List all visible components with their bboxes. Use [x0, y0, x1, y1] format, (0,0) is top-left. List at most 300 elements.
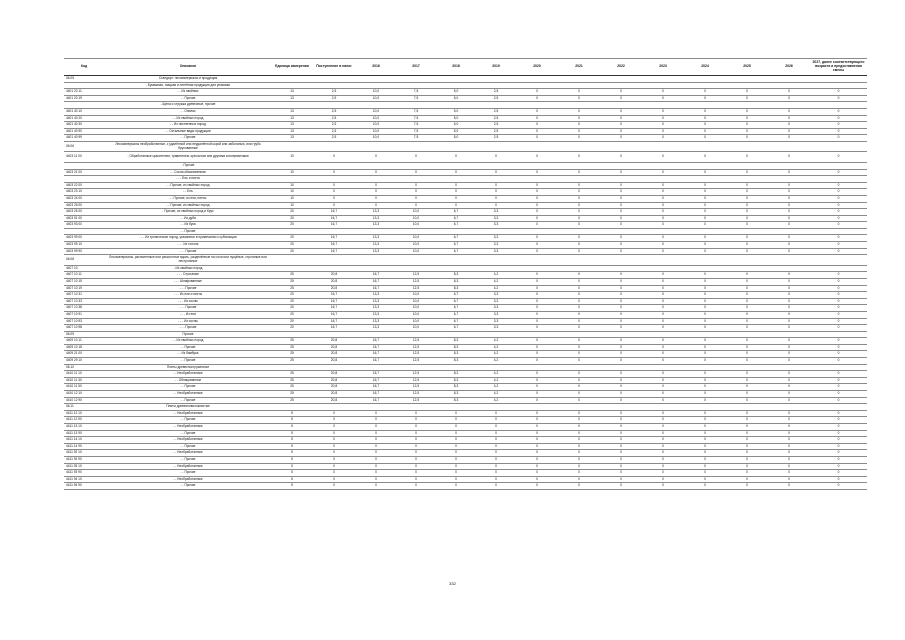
row-value: 2,5: [476, 122, 516, 129]
row-code: 4411 93 10: [64, 463, 104, 470]
row-value: 4,2: [476, 351, 516, 358]
row-code: 4411 92 90: [64, 456, 104, 463]
row-value: 0: [516, 195, 558, 202]
row-value: [312, 364, 356, 371]
row-value: 0: [396, 463, 436, 470]
row-value: 0: [726, 209, 768, 216]
row-value: 5: [272, 483, 312, 490]
row-value: 0: [768, 384, 810, 391]
row-value: 0: [516, 115, 558, 122]
row-value: [810, 364, 867, 371]
row-value: 0: [600, 430, 642, 437]
row-value: 0: [684, 95, 726, 102]
row-value: 0: [558, 202, 600, 209]
row-code: 4401 40 10: [64, 108, 104, 115]
row-value: 0: [726, 242, 768, 249]
row-description: - - Сосна обыкновенная: [104, 169, 272, 176]
row-value: 20,8: [312, 344, 356, 351]
table-row: [64, 202, 867, 209]
row-value: 10: [272, 169, 312, 176]
row-description: - - - Прочие: [104, 305, 272, 312]
row-value: 0: [768, 430, 810, 437]
row-value: 0: [810, 278, 867, 285]
row-value: 0: [558, 305, 600, 312]
row-value: 0: [768, 95, 810, 102]
row-value: 0: [642, 391, 684, 398]
row-value: 0: [726, 351, 768, 358]
row-value: 0: [642, 115, 684, 122]
row-value: 0: [642, 430, 684, 437]
row-value: 0: [684, 235, 726, 242]
row-value: 4,2: [476, 278, 516, 285]
row-value: 0: [726, 417, 768, 424]
row-value: 2,5: [476, 108, 516, 115]
row-value: 0: [558, 456, 600, 463]
row-value: 0: [810, 285, 867, 292]
row-value: [810, 82, 867, 89]
row-value: [356, 141, 396, 152]
table-row: [64, 152, 867, 163]
row-code: 4411 93 90: [64, 470, 104, 477]
row-description: - - Прочие: [104, 483, 272, 490]
row-value: [396, 102, 436, 109]
row-value: 0: [516, 391, 558, 398]
row-value: [312, 141, 356, 152]
row-value: 0: [726, 215, 768, 222]
row-value: 0: [312, 195, 356, 202]
row-value: 0: [810, 235, 867, 242]
column-header: 2024: [684, 59, 726, 76]
row-value: [272, 76, 312, 83]
row-code: 4411 12 90: [64, 417, 104, 424]
row-value: 0: [476, 152, 516, 163]
row-value: 0: [356, 483, 396, 490]
row-value: 0: [476, 424, 516, 431]
row-value: 0: [810, 476, 867, 483]
row-value: [558, 176, 600, 183]
row-value: 0: [516, 417, 558, 424]
row-value: 0: [810, 371, 867, 378]
row-value: 0: [396, 430, 436, 437]
row-value: 16,7: [356, 377, 396, 384]
table-row: [64, 450, 867, 457]
row-value: 0: [684, 417, 726, 424]
row-value: 25: [272, 351, 312, 358]
row-value: 0: [356, 437, 396, 444]
row-value: 0: [810, 344, 867, 351]
row-value: [726, 82, 768, 89]
row-value: [516, 141, 558, 152]
row-value: 0: [642, 437, 684, 444]
row-value: 5: [272, 443, 312, 450]
row-value: 20,8: [312, 377, 356, 384]
row-value: 25: [272, 338, 312, 345]
row-description: - - - Ель и пихта: [104, 176, 272, 183]
row-value: 0: [684, 209, 726, 216]
table-row: [64, 311, 867, 318]
row-value: 0: [558, 318, 600, 325]
row-value: 20: [272, 292, 312, 299]
column-header: 2023: [642, 59, 684, 76]
row-value: 0: [642, 298, 684, 305]
row-value: 2,5: [476, 115, 516, 122]
row-value: 0: [768, 377, 810, 384]
row-value: 0: [810, 108, 867, 115]
row-value: 0: [642, 470, 684, 477]
row-value: [436, 162, 476, 169]
row-value: 0: [768, 305, 810, 312]
row-value: 0: [558, 298, 600, 305]
row-description: - - - Прочие: [104, 325, 272, 332]
row-description: - - - Из ели: [104, 311, 272, 318]
row-value: 10: [272, 202, 312, 209]
row-value: 0: [476, 202, 516, 209]
row-description: - Прочие: [104, 162, 272, 169]
row-value: [396, 176, 436, 183]
row-value: 3,3: [476, 222, 516, 229]
row-value: 16,7: [312, 305, 356, 312]
table-row: [64, 384, 867, 391]
row-value: 0: [810, 456, 867, 463]
row-value: [516, 176, 558, 183]
row-value: 0: [476, 182, 516, 189]
row-value: 0: [726, 182, 768, 189]
row-value: 0: [600, 463, 642, 470]
row-value: 0: [476, 483, 516, 490]
row-value: 13,3: [356, 292, 396, 299]
row-value: 0: [516, 476, 558, 483]
row-value: 0: [684, 351, 726, 358]
row-value: 0: [642, 377, 684, 384]
row-value: 0: [642, 397, 684, 404]
row-value: [356, 331, 396, 338]
row-value: 0: [726, 285, 768, 292]
row-value: 0: [558, 424, 600, 431]
row-value: 0: [436, 470, 476, 477]
row-value: 0: [600, 470, 642, 477]
row-value: 0: [476, 443, 516, 450]
row-value: 8,3: [436, 391, 476, 398]
row-value: 0: [642, 292, 684, 299]
row-code: 4410 11 30: [64, 377, 104, 384]
row-value: [642, 141, 684, 152]
row-value: 0: [516, 128, 558, 135]
column-header: Описание: [104, 59, 272, 76]
column-header: 2026: [768, 59, 810, 76]
row-value: 5,0: [436, 89, 476, 96]
row-value: [436, 255, 476, 266]
row-value: [476, 228, 516, 235]
row-value: 0: [558, 152, 600, 163]
table-row: [64, 272, 867, 279]
row-code: 06.11: [64, 404, 104, 411]
row-value: 0: [476, 410, 516, 417]
row-value: 0: [726, 248, 768, 255]
row-value: [356, 228, 396, 235]
row-value: [558, 331, 600, 338]
row-value: 13: [272, 95, 312, 102]
row-value: 3,3: [476, 305, 516, 312]
row-value: 0: [516, 470, 558, 477]
row-value: 5,0: [436, 95, 476, 102]
row-value: 0: [726, 344, 768, 351]
row-value: 0: [516, 242, 558, 249]
row-value: [396, 76, 436, 83]
row-value: 10,0: [396, 235, 436, 242]
row-value: 0: [726, 235, 768, 242]
row-value: 25: [272, 285, 312, 292]
table-row: [64, 476, 867, 483]
row-value: [436, 404, 476, 411]
row-value: 0: [810, 325, 867, 332]
row-value: [396, 331, 436, 338]
row-value: [768, 102, 810, 109]
row-value: [600, 255, 642, 266]
row-description: - - Прочие: [104, 397, 272, 404]
tariff-table: [64, 58, 867, 490]
row-description: - - Необработанные: [104, 450, 272, 457]
row-description: - - Необработанные: [104, 410, 272, 417]
row-value: 0: [642, 189, 684, 196]
row-value: [558, 162, 600, 169]
row-value: 0: [476, 450, 516, 457]
row-value: [726, 404, 768, 411]
row-value: 3,3: [476, 311, 516, 318]
row-value: 0: [312, 182, 356, 189]
row-value: 10,0: [356, 115, 396, 122]
row-value: 10,0: [396, 318, 436, 325]
row-value: [600, 364, 642, 371]
row-value: 0: [726, 272, 768, 279]
row-value: 0: [810, 272, 867, 279]
row-value: 5: [272, 470, 312, 477]
row-value: [726, 102, 768, 109]
row-value: 0: [356, 424, 396, 431]
row-value: [356, 265, 396, 272]
table-row: [64, 404, 867, 411]
row-value: 0: [312, 443, 356, 450]
row-value: [516, 76, 558, 83]
row-value: 0: [600, 298, 642, 305]
row-value: [684, 364, 726, 371]
row-value: 0: [726, 377, 768, 384]
row-value: 6,7: [436, 242, 476, 249]
row-description: Лесоматериалы необработанные, с удалённой или неудалённой корой или заболонью, или грубо брусованные: [104, 141, 272, 152]
row-value: 0: [436, 417, 476, 424]
row-value: 0: [600, 397, 642, 404]
row-value: 0: [768, 318, 810, 325]
row-value: [768, 76, 810, 83]
row-value: 0: [768, 135, 810, 142]
row-value: 0: [396, 417, 436, 424]
row-value: [684, 76, 726, 83]
row-code: 4403 21 00: [64, 169, 104, 176]
row-description: - - Прочие: [104, 95, 272, 102]
row-value: 0: [642, 463, 684, 470]
row-value: 0: [726, 108, 768, 115]
row-value: 13: [272, 89, 312, 96]
row-value: 0: [600, 305, 642, 312]
row-value: [684, 265, 726, 272]
row-description: - - Прочие, из ели, пихты: [104, 195, 272, 202]
row-code: 4403 23 10: [64, 189, 104, 196]
row-value: 0: [558, 248, 600, 255]
row-value: [436, 82, 476, 89]
row-value: [558, 404, 600, 411]
row-value: [272, 331, 312, 338]
row-value: 20: [272, 215, 312, 222]
row-value: 25: [272, 358, 312, 365]
row-value: 0: [396, 424, 436, 431]
row-value: 2,5: [312, 108, 356, 115]
row-value: [356, 76, 396, 83]
row-value: 0: [558, 235, 600, 242]
row-value: 0: [726, 483, 768, 490]
column-header: 2022: [600, 59, 642, 76]
row-value: 0: [726, 89, 768, 96]
row-value: [600, 102, 642, 109]
row-value: 0: [356, 417, 396, 424]
row-value: [356, 364, 396, 371]
column-header: Код: [64, 59, 104, 76]
row-value: 0: [810, 292, 867, 299]
row-value: 0: [642, 248, 684, 255]
row-value: 0: [356, 182, 396, 189]
row-value: 0: [810, 430, 867, 437]
row-code: 06.09: [64, 331, 104, 338]
row-value: [516, 82, 558, 89]
row-value: 16,7: [312, 235, 356, 242]
row-value: [516, 364, 558, 371]
row-value: 0: [642, 384, 684, 391]
row-value: 20,8: [312, 278, 356, 285]
table-row: [64, 397, 867, 404]
row-value: 0: [810, 89, 867, 96]
row-value: 0: [684, 169, 726, 176]
row-code: 4409 21 00: [64, 351, 104, 358]
row-value: [642, 331, 684, 338]
row-value: 0: [312, 169, 356, 176]
row-description: - - Прочие: [104, 430, 272, 437]
row-value: 25: [272, 391, 312, 398]
row-value: [396, 82, 436, 89]
row-value: 0: [810, 470, 867, 477]
row-value: 16,7: [356, 391, 396, 398]
row-description: - - Необработанные: [104, 424, 272, 431]
row-code: 06.08: [64, 255, 104, 266]
row-value: 0: [684, 311, 726, 318]
row-value: 0: [600, 272, 642, 279]
column-header: 2020: [516, 59, 558, 76]
row-value: 2,5: [476, 135, 516, 142]
row-value: 16,7: [312, 215, 356, 222]
row-value: 25: [272, 371, 312, 378]
row-value: 13: [272, 135, 312, 142]
table-row: [64, 344, 867, 351]
row-value: 16,7: [356, 351, 396, 358]
row-value: 0: [516, 108, 558, 115]
row-value: 0: [684, 371, 726, 378]
row-value: [356, 82, 396, 89]
row-value: 0: [726, 128, 768, 135]
row-value: 0: [810, 483, 867, 490]
row-value: 0: [642, 89, 684, 96]
row-value: 0: [642, 95, 684, 102]
row-value: 0: [600, 456, 642, 463]
row-value: [312, 331, 356, 338]
row-value: 0: [768, 189, 810, 196]
row-value: 0: [516, 384, 558, 391]
row-value: 0: [558, 108, 600, 115]
row-value: 0: [516, 456, 558, 463]
row-value: 0: [516, 371, 558, 378]
row-value: 0: [768, 195, 810, 202]
row-value: 0: [516, 377, 558, 384]
row-value: 5,0: [436, 115, 476, 122]
row-value: [272, 102, 312, 109]
row-value: 0: [726, 443, 768, 450]
row-description: Стандарт: лесоматериалы и продукция: [104, 76, 272, 83]
row-description: Плиты древесноволокнистые: [104, 404, 272, 411]
row-description: - - Прочие: [104, 135, 272, 142]
row-value: 0: [642, 128, 684, 135]
row-value: 0: [642, 410, 684, 417]
row-value: 25: [272, 278, 312, 285]
row-value: 0: [516, 182, 558, 189]
row-value: 0: [684, 152, 726, 163]
row-code: 4403 93 00: [64, 222, 104, 229]
row-value: [312, 404, 356, 411]
row-value: 0: [684, 384, 726, 391]
row-value: 0: [558, 437, 600, 444]
row-value: 0: [516, 450, 558, 457]
row-value: 0: [396, 437, 436, 444]
row-value: [396, 228, 436, 235]
table-row: [64, 115, 867, 122]
row-value: 0: [768, 89, 810, 96]
row-value: [396, 265, 436, 272]
row-value: 0: [600, 108, 642, 115]
table-row: [64, 424, 867, 431]
row-value: 8,3: [436, 272, 476, 279]
table-row: [64, 108, 867, 115]
row-description: Плиты древесностружечные: [104, 364, 272, 371]
table-row: [64, 135, 867, 142]
row-code: 06.10: [64, 364, 104, 371]
row-value: 0: [768, 443, 810, 450]
row-description: - - Прочие, из хвойных пород: [104, 182, 272, 189]
row-value: 0: [558, 311, 600, 318]
row-value: 0: [810, 410, 867, 417]
row-description: - - Прочие, из хвойных пород: [104, 202, 272, 209]
table-row: [64, 122, 867, 129]
row-value: 0: [600, 285, 642, 292]
row-value: 0: [436, 483, 476, 490]
row-code: 4407 10 11: [64, 272, 104, 279]
row-value: 0: [396, 202, 436, 209]
row-description: - - Из бамбука: [104, 351, 272, 358]
row-value: [476, 331, 516, 338]
table-row: [64, 292, 867, 299]
row-value: 20: [272, 248, 312, 255]
row-value: 20,8: [312, 358, 356, 365]
row-value: 0: [684, 424, 726, 431]
row-value: 0: [642, 272, 684, 279]
row-value: 0: [558, 384, 600, 391]
row-code: [64, 162, 104, 169]
row-value: 0: [436, 463, 476, 470]
row-value: 2,5: [312, 135, 356, 142]
